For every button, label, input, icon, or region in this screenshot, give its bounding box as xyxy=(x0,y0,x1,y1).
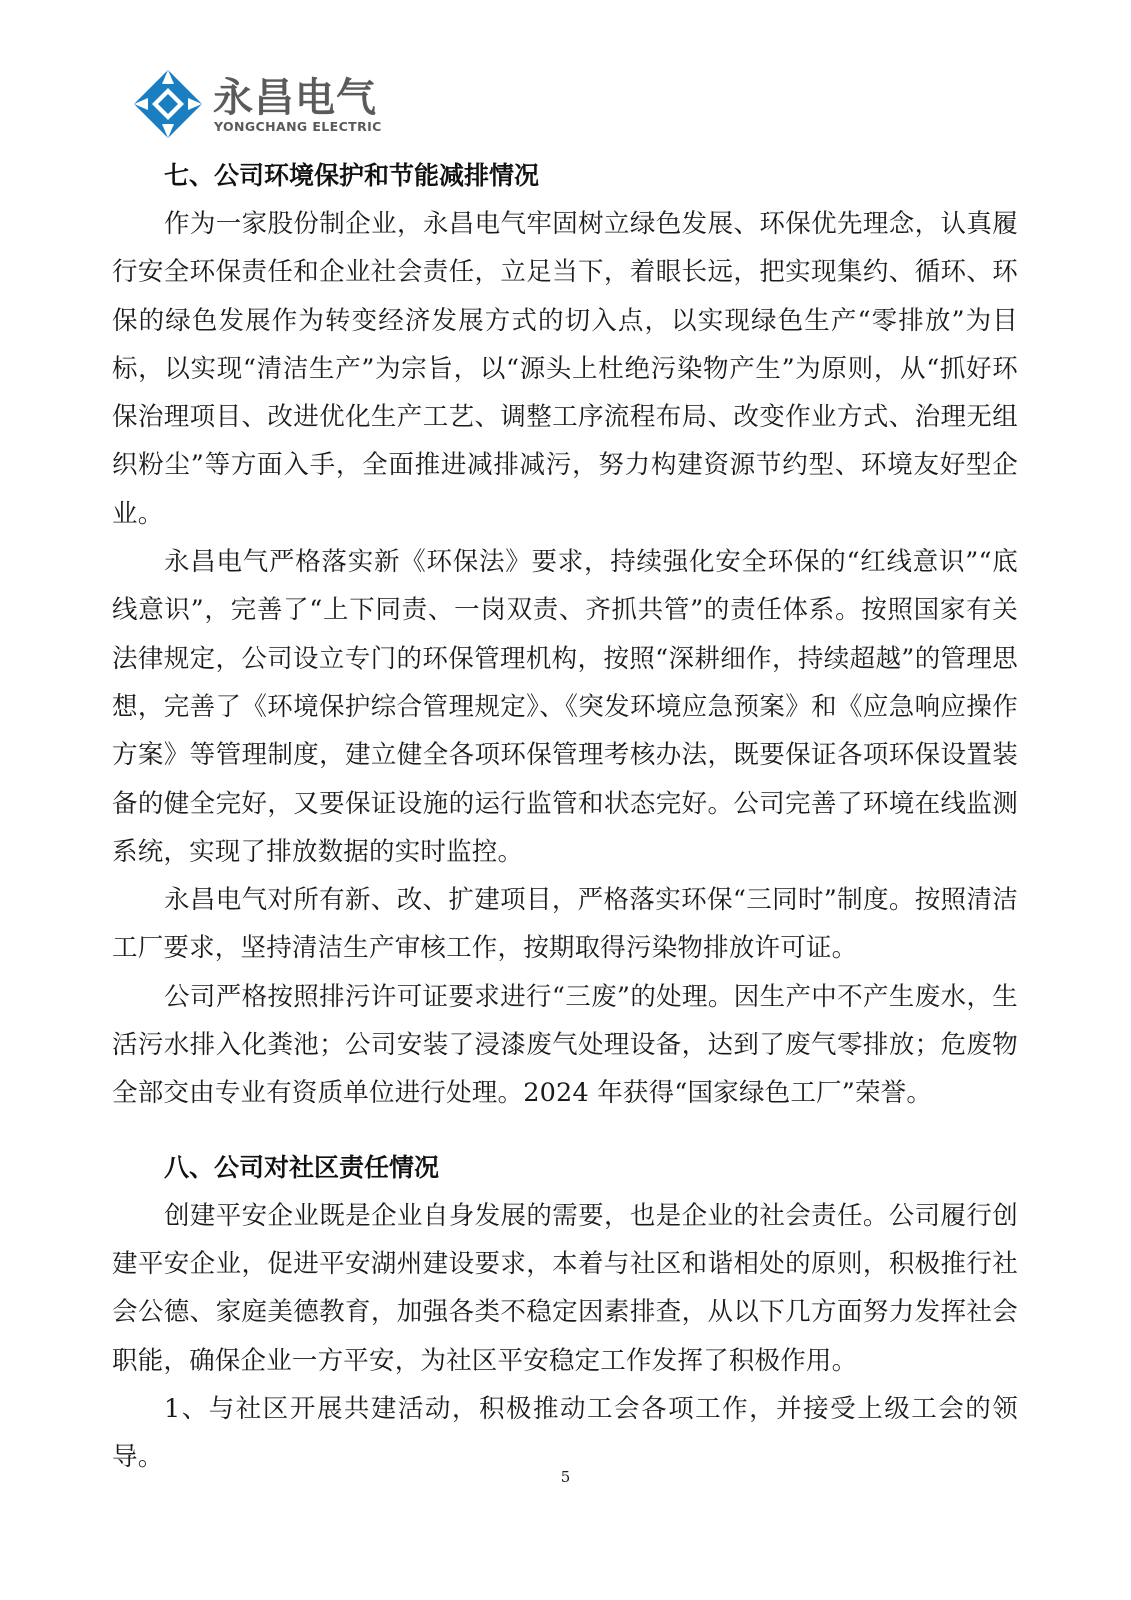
logo-name-cn: 永昌电气 xyxy=(213,75,377,121)
paragraph: 作为一家股份制企业，永昌电气牢固树立绿色发展、环保优先理念，认真履行安全环保责任和企业社会责任，立足当下，着眼长远，把实现集约、循环、环保的绿色发展作为转变经济发展方式的切入点，以实现绿色生产“零排放”为目标，以实现“清洁生产”为宗旨，以“源头上杜绝污染物产生”为原则，从“抓好环保治理项目、改进优化生产工艺、调整工序流程布局、改变作业方式、治理无组织粉尘”等方面入手，全面推进减排减污，努力构建资源节约型、环境友好型企业。 xyxy=(112,209,1018,529)
logo-diamond-icon xyxy=(128,66,208,146)
paragraph: 公司严格按照排污许可证要求进行“三废”的处理。因生产中不产生废水，生活污水排入化粪池；公司安装了浸漆废气处理设备，达到了废气零排放；危废物全部交由专业有资质单位进行处理。2024 年获得“国家绿色工厂”荣誉。 xyxy=(112,981,1018,1109)
document-body xyxy=(112,152,1018,1481)
list-item: 1、与社区开展共建活动，积极推动工会各项工作，并接受上级工会的领导。 xyxy=(112,1393,1018,1473)
section-heading-7: 七、公司环境保护和节能减排情况 xyxy=(164,161,540,190)
page-number: 5 xyxy=(560,1468,571,1486)
paragraph: 创建平安企业既是企业自身发展的需要，也是企业的社会责任。公司履行创建平安企业，促进平安湖州建设要求，本着与社区和谐相处的原则，积极推行社会公德、家庭美德教育，加强各类不稳定因素排查，从以下几方面努力发挥社会职能，确保企业一方平安，为社区平安稳定工作发挥了积极作用。 xyxy=(112,1200,1018,1376)
logo-name-en: YONGCHANG ELECTRIC xyxy=(214,119,382,134)
section-spacer xyxy=(112,1118,1018,1144)
paragraph: 永昌电气严格落实新《环保法》要求，持续强化安全环保的“红线意识”“底线意识”，完善了“上下同责、一岗双责、齐抓共管”的责任体系。按照国家有关法律规定，公司设立专门的环保管理机构，按照“深耕细作，持续超越”的管理思想，完善了《环境保护综合管理规定》、《突发环境应急预案》和《应急响应操作方案》等管理制度，建立健全各项环保管理考核办法，既要保证各项环保设置装备的健全完好，又要保证设施的运行监管和状态完好。公司完善了环境在线监测系统，实现了排放数据的实时监控。 xyxy=(112,547,1018,867)
paragraph: 永昌电气对所有新、改、扩建项目，严格落实环保“三同时”制度。按照清洁工厂要求，坚持清洁生产审核工作，按期取得污染物排放许可证。 xyxy=(112,885,1018,964)
section-heading-8: 八、公司对社区责任情况 xyxy=(164,1152,440,1182)
company-logo xyxy=(128,66,382,146)
